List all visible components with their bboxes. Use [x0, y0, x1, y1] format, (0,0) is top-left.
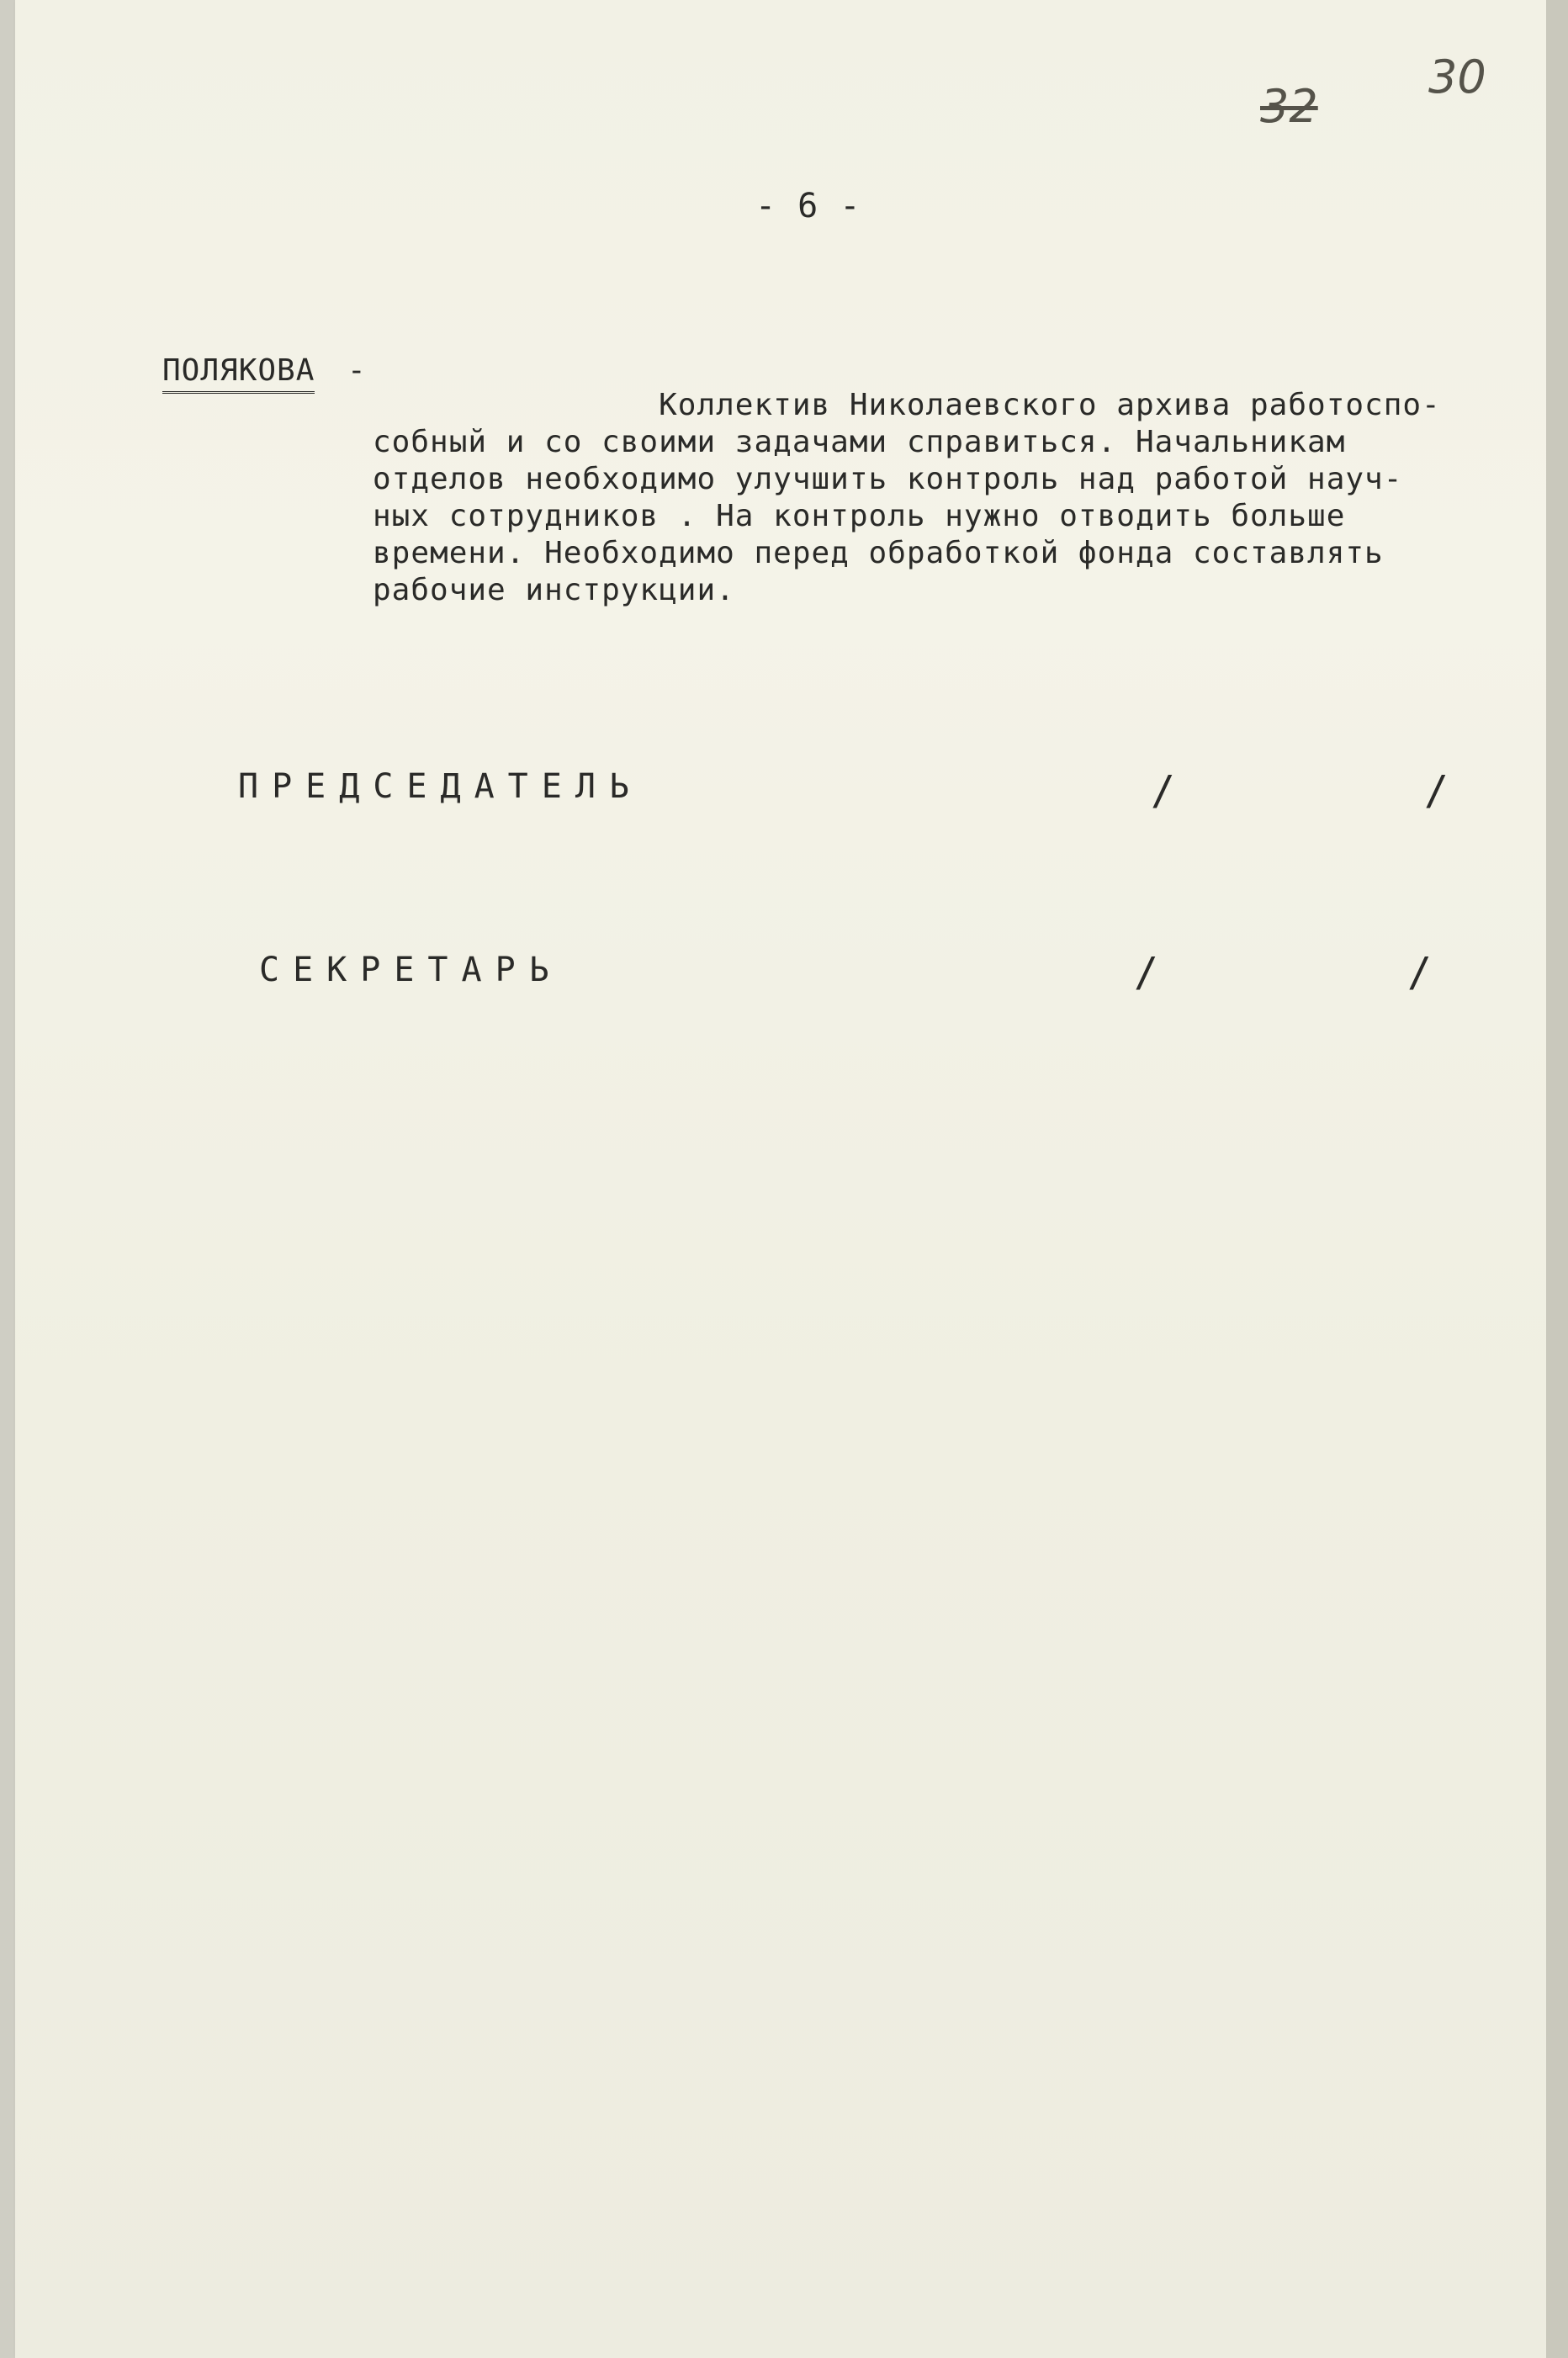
speaker-dash: -	[347, 353, 367, 388]
sheet-edge	[1546, 0, 1568, 2358]
secretary-slash-right: /	[1407, 949, 1433, 996]
paragraph-line: Коллектив Николаевского архива работоспо-	[373, 388, 1441, 422]
paragraph-line: ных сотрудников . На контроль нужно отводить больше	[373, 499, 1346, 533]
chairman-slash-right: /	[1424, 767, 1449, 814]
chairman-slash-left: /	[1151, 767, 1176, 814]
speech-paragraph	[373, 387, 1491, 609]
paragraph-line: отделов необходимо улучшить контроль над работой науч-	[373, 462, 1403, 496]
folio-number: 30	[1428, 50, 1486, 103]
chairman-label: ПРЕДСЕДАТЕЛЬ	[238, 767, 643, 806]
paper-sheet	[15, 0, 1546, 2358]
paragraph-line: рабочие инструкции.	[373, 573, 735, 607]
speaker-name: ПОЛЯКОВА	[162, 353, 315, 394]
page-number: - 6 -	[755, 187, 861, 225]
paragraph-line: времени. Необходимо перед обработкой фонда составлять	[373, 536, 1384, 570]
folio-struck-number: 32	[1260, 80, 1318, 133]
secretary-label: СЕКРЕТАРЬ	[259, 951, 563, 989]
secretary-slash-left: /	[1134, 949, 1159, 996]
paragraph-line: собный и со своими задачами справиться. Начальникам	[373, 425, 1346, 459]
